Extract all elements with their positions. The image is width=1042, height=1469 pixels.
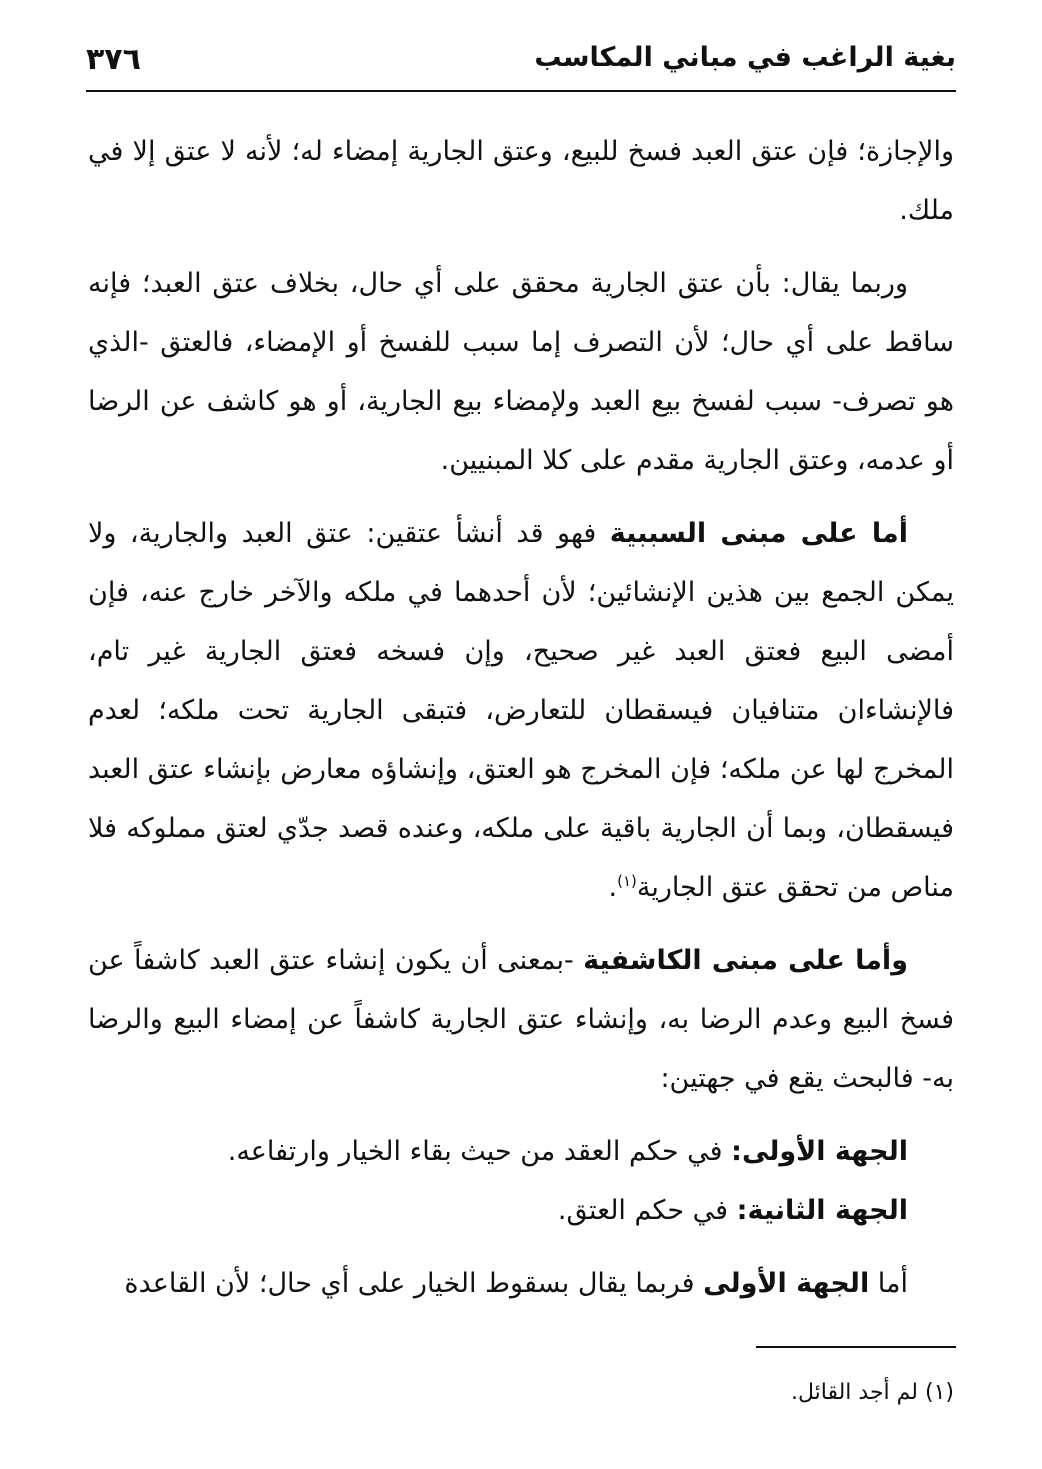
paragraph-bold: الجهة الأولى [703, 1268, 870, 1299]
aspect-2 [88, 1181, 954, 1240]
paragraph-4 [88, 931, 954, 1108]
main-text [88, 122, 954, 1327]
paragraph-text: -بمعنى أن يكون إنشاء عتق العبد كاشفاً عن فسخ البيع وعدم الرضا به، وإنشاء عتق الجارية كاشفاً عن إمضاء البيع والرضا به- فالبحث يقع في جهتين: [88, 945, 954, 1094]
aspect-label: الجهة الثانية: [736, 1195, 908, 1226]
footnote-separator [756, 1346, 956, 1348]
aspect-label: الجهة الأولى: [731, 1136, 908, 1167]
paragraph-2 [88, 254, 954, 490]
running-title: بغية الراغب في مباني المكاسب [534, 42, 956, 73]
paragraph-5 [88, 1254, 954, 1313]
paragraph-lead: أما على مبنى السببية [609, 518, 908, 549]
aspect-text: في حكم العقد من حيث بقاء الخيار وارتفاعه. [227, 1136, 732, 1167]
paragraph-tail: . [608, 872, 618, 903]
page-header [86, 42, 956, 92]
paragraph-lead: وأما على مبنى الكاشفية [583, 945, 908, 976]
paragraph-text: فهو قد أنشأ عتقين: عتق العبد والجارية، ولا يمكن الجمع بين هذين الإنشائين؛ لأن أحدهما في ملكه والآخر خارج عنه، فإن أمضى البيع فعتق العبد غير صحيح، وإن فسخه فعتق الجارية غير تام، فالإنشاءان متنافيان فيسقطان للتعارض، فتبقى الجارية تحت ملكه؛ لعدم المخرج لها عن ملكه؛ فإن المخرج هو العتق، وإنشاؤه معارض بإنشاء عتق العبد فيسقطان، وبما أن الجارية باقية على ملكه، وعنده قصد جدّي لعتق مملوكه فلا مناص من تحقق عتق الجارية [88, 518, 954, 903]
paragraph-text: وربما يقال: بأن عتق الجارية محقق على أي حال، بخلاف عتق العبد؛ فإنه ساقط على أي حال؛ لأن التصرف إما سبب للفسخ أو الإمضاء، فالعتق -الذي هو تصرف- سبب لفسخ بيع العبد ولإمضاء بيع الجارية، أو هو كاشف عن الرضا أو عدمه، وعتق الجارية مقدم على كلا المبنيين. [88, 268, 954, 476]
paragraph-1 [88, 122, 954, 240]
page-number: ٣٧٦ [86, 42, 141, 77]
paragraph-text: والإجازة؛ فإن عتق العبد فسخ للبيع، وعتق الجارية إمضاء له؛ لأنه لا عتق إلا في ملك. [88, 136, 954, 226]
footnote: (١) لم أجد القائل. [790, 1380, 954, 1405]
paragraph-text: فربما يقال بسقوط الخيار على أي حال؛ لأن القاعدة [124, 1268, 704, 1299]
paragraph-3 [88, 504, 954, 917]
aspect-1 [88, 1122, 954, 1181]
footnote-reference[interactable]: (١) [617, 872, 637, 890]
paragraph-lead: أما [869, 1268, 908, 1299]
aspect-text: في حكم العتق. [557, 1195, 737, 1226]
